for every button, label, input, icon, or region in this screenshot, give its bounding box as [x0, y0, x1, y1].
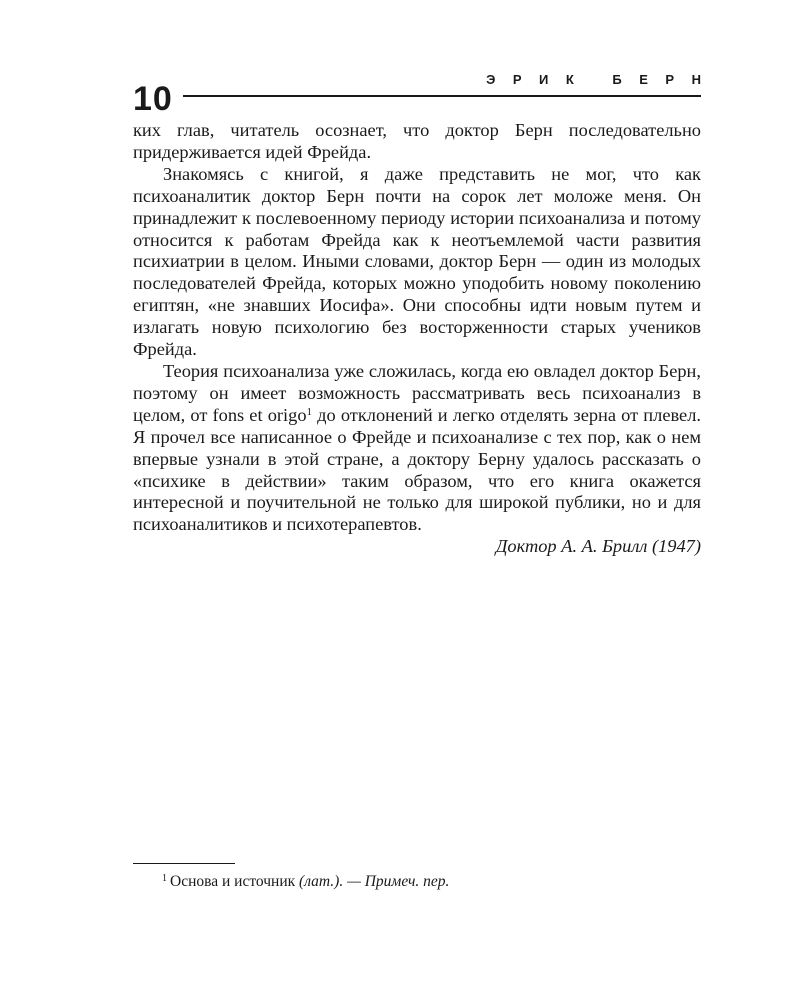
- paragraph-acquaintance: Знакомясь с книгой, я даже представить не мог, что как психоаналитик доктор Берн почти на сорок лет моложе меня. Он принадлежит к послевоенному периоду истории психоанализа и потому относится к работам Фрейда как к неотъемлемой части развития психиатрии в целом. Иными словами, доктор Берн — один из молодых последователей Фрейда, которых можно уподобить новому поколению египтян, «не знавших Иосифа». Они способны идти новым путем и излагать новую психологию без восторженности старых учеников Фрейда.: [133, 163, 701, 360]
- main-text: [133, 120, 701, 558]
- paragraph-theory: [133, 361, 701, 536]
- footnote-text: Основа и источник: [170, 873, 300, 890]
- paragraph-theory-part2: до отклонений и легко отделять зерна от плевел. Я прочел все написанное о Фрейде и психоанализе с тех пор, как о нем впервые узнали в этой стране, а доктору Берну удалось рассказать о «психике в действии» таким образом, что его книга окажется интересной и поучительной не только для широкой публики, но и для психоаналитиков и психотерапевтов.: [133, 404, 701, 535]
- footnote-lang-note: (лат.). — Примеч. пер.: [299, 873, 450, 890]
- footnote: [162, 872, 449, 891]
- page-number: 10: [133, 80, 173, 118]
- running-head: ЭРИК БЕРН: [486, 72, 719, 87]
- paragraph-theory-part1: Теория психоанализа уже сложилась, когда ею овладел доктор Берн, поэтому он имеет возможность рассматривать весь психоанализ в целом, от fons et origo: [133, 360, 701, 425]
- footnote-reference: 1: [306, 405, 313, 418]
- footnote-rule: [133, 863, 235, 864]
- header-rule: [183, 95, 701, 97]
- paragraph-continuation: ких глав, читатель осознает, что доктор Берн последовательно придерживается идей Фрейда.: [133, 120, 701, 162]
- footnote-mark: 1: [162, 873, 167, 884]
- page-header: [133, 68, 719, 118]
- signature: Доктор А. А. Брилл (1947): [495, 536, 701, 557]
